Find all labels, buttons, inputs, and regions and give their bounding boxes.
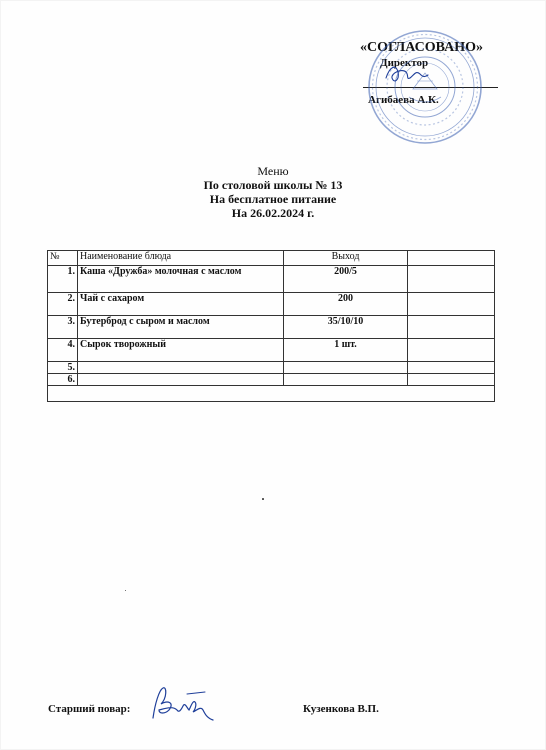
director-name: Агибаева А.К. xyxy=(368,94,439,106)
table-row xyxy=(48,374,495,386)
column-header-extra xyxy=(408,251,495,266)
table-row xyxy=(48,362,495,374)
extra-cell xyxy=(408,339,495,362)
row-number: 2. xyxy=(48,293,78,316)
column-header-number: № xyxy=(48,251,78,266)
extra-cell xyxy=(408,316,495,339)
school-line: По столовой школы № 13 xyxy=(203,178,343,192)
column-header-dish: Наименование блюда xyxy=(78,251,284,266)
meal-type-line: На бесплатное питание xyxy=(209,192,337,206)
dish-output xyxy=(284,374,408,386)
dish-name xyxy=(78,362,284,374)
menu-table xyxy=(47,250,495,402)
dish-output xyxy=(284,362,408,374)
dish-name xyxy=(78,374,284,386)
dish-output: 35/10/10 xyxy=(284,316,408,339)
dish-name: Каша «Дружба» молочная с маслом xyxy=(78,266,284,293)
menu-date: На 26.02.2024 г. xyxy=(231,206,315,220)
dish-name: Чай с сахаром xyxy=(78,293,284,316)
row-number: 6. xyxy=(48,374,78,386)
cook-name: Кузенкова В.П. xyxy=(303,703,379,715)
row-number: 3. xyxy=(48,316,78,339)
menu-title: Меню xyxy=(257,164,289,178)
table-row xyxy=(48,266,495,293)
director-position: Директор xyxy=(380,57,429,69)
dish-name: Сырок творожный xyxy=(78,339,284,362)
scan-speck xyxy=(125,590,126,591)
menu-header xyxy=(120,164,426,220)
dish-name: Бутерброд с сыром и маслом xyxy=(78,316,284,339)
table-header-row xyxy=(48,251,495,266)
table-row xyxy=(48,316,495,339)
footer-empty-cell xyxy=(48,386,495,402)
column-header-output: Выход xyxy=(284,251,408,266)
extra-cell xyxy=(408,293,495,316)
table-row xyxy=(48,293,495,316)
row-number: 5. xyxy=(48,362,78,374)
cook-signature-icon xyxy=(145,680,220,730)
table-row-footer xyxy=(48,386,495,402)
row-number: 4. xyxy=(48,339,78,362)
extra-cell xyxy=(408,266,495,293)
table-row xyxy=(48,339,495,362)
extra-cell xyxy=(408,374,495,386)
row-number: 1. xyxy=(48,266,78,293)
dish-output: 200/5 xyxy=(284,266,408,293)
approval-title: «СОГЛАСОВАНО» xyxy=(360,40,483,55)
signature-line xyxy=(363,87,498,88)
dish-output: 1 шт. xyxy=(284,339,408,362)
dish-output: 200 xyxy=(284,293,408,316)
cook-label: Старший повар: xyxy=(48,703,131,715)
extra-cell xyxy=(408,362,495,374)
scan-speck xyxy=(262,498,264,500)
